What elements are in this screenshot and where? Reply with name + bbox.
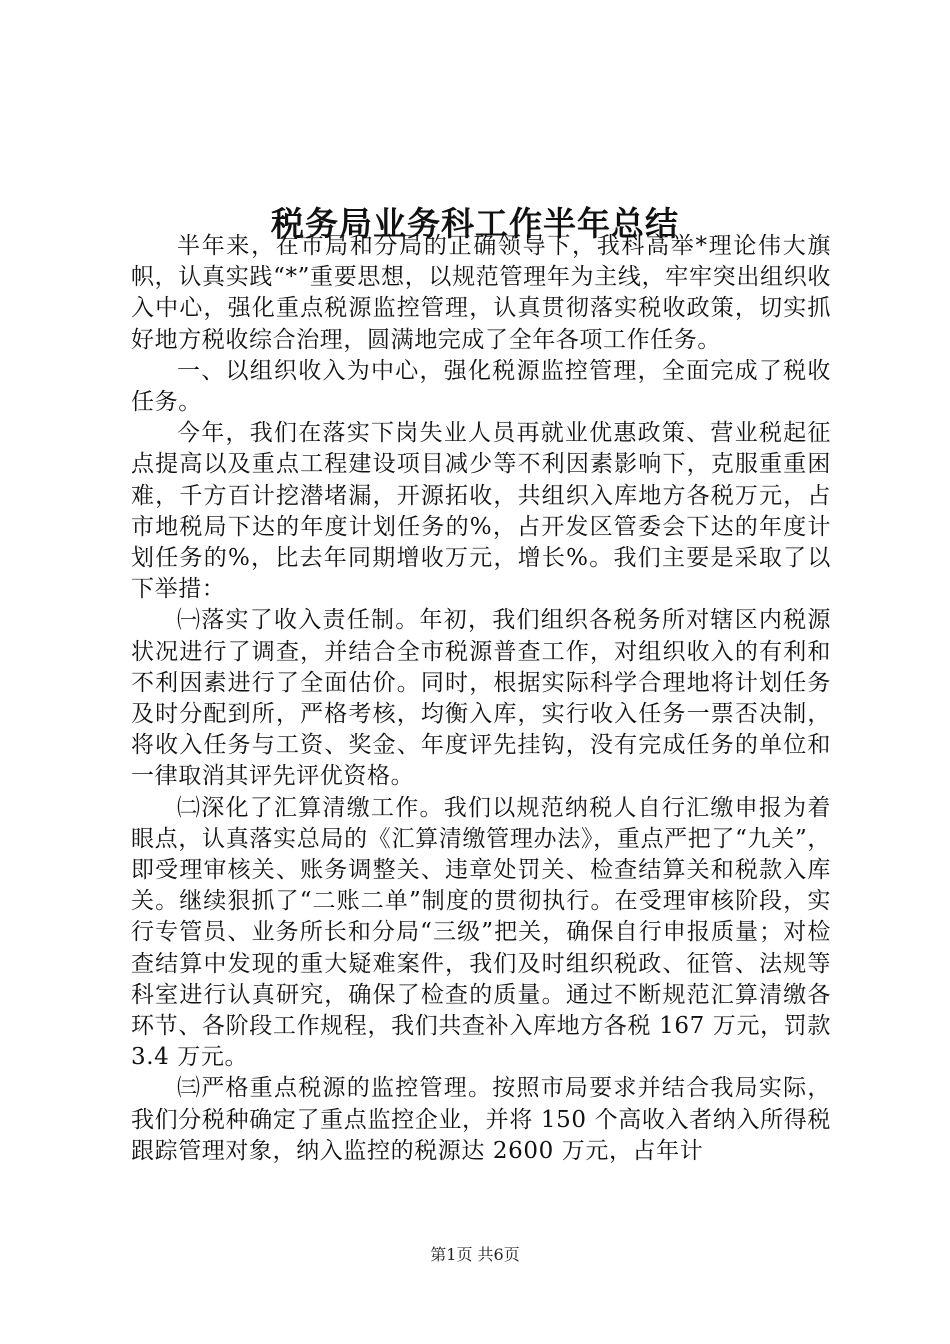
paragraph-item-2: ㈡深化了汇算清缴工作。我们以规范纳税人自行汇缴申报为着眼点，认真落实总局的《汇算清缴管理办法》，重点严把了“九关”，即受理审核关、账务调整关、违章处罚关、检查结算关和税款入库关。继续狠抓了“二账二单”制度的贯彻执行。在受理审核阶段，实行专管员、业务所长和分局“三级”把关，确保自行申报质量；对检查结算中发现的重大疑难案件，我们及时组织税政、征管、法规等科室进行认真研究，确保了检查的质量。通过不断规范汇算清缴各环节、各阶段工作规程，我们共查补入库地方各税 167 万元，罚款 3.4 万元。: [131, 794, 831, 1071]
paragraph-item-1: ㈠落实了收入责任制。年初，我们组织各税务所对辖区内税源状况进行了调查，并结合全市税源普查工作，对组织收入的有利和不利因素进行了全面估价。同时，根据实际科学合理地将计划任务及时分配到所，严格考核，均衡入库，实行收入任务一票否决制，将收入任务与工资、奖金、年度评先挂钩，没有完成任务的单位和一律取消其评先评优资格。: [131, 607, 831, 790]
section-heading-1: 一、以组织收入为中心，强化税源监控管理，全面完成了税收任务。: [131, 357, 831, 416]
page-number-footer: 第1页 共6页: [430, 1245, 520, 1264]
document-body: [131, 231, 831, 1167]
paragraph-summary: 今年，我们在落实下岗失业人员再就业优惠政策、营业税起征点提高以及重点工程建设项目减少等不利因素影响下，克服重重困难，千方百计挖潜堵漏，开源拓收，共组织入库地方各税万元，占市地税局下达的年度计划任务的%，占开发区管委会下达的年度计划任务的%，比去年同期增收万元，增长%。我们主要是采取了以下举措：: [131, 420, 831, 603]
document-title: 税务局业务科工作半年总结: [271, 204, 679, 244]
paragraph-intro: 半年来，在市局和分局的正确领导下，我科高举*理论伟大旗帜，认真实践“*”重要思想，以规范管理年为主线，牢牢突出组织收入中心，强化重点税源监控管理，认真贯彻落实税收政策，切实抓好地方税收综合治理，圆满地完成了全年各项工作任务。: [131, 233, 831, 353]
paragraph-item-3: ㈢严格重点税源的监控管理。按照市局要求并结合我局实际，我们分税种确定了重点监控企业，并将 150 个高收入者纳入所得税跟踪管理对象，纳入监控的税源达 2600 万元，占年计: [131, 1075, 831, 1164]
